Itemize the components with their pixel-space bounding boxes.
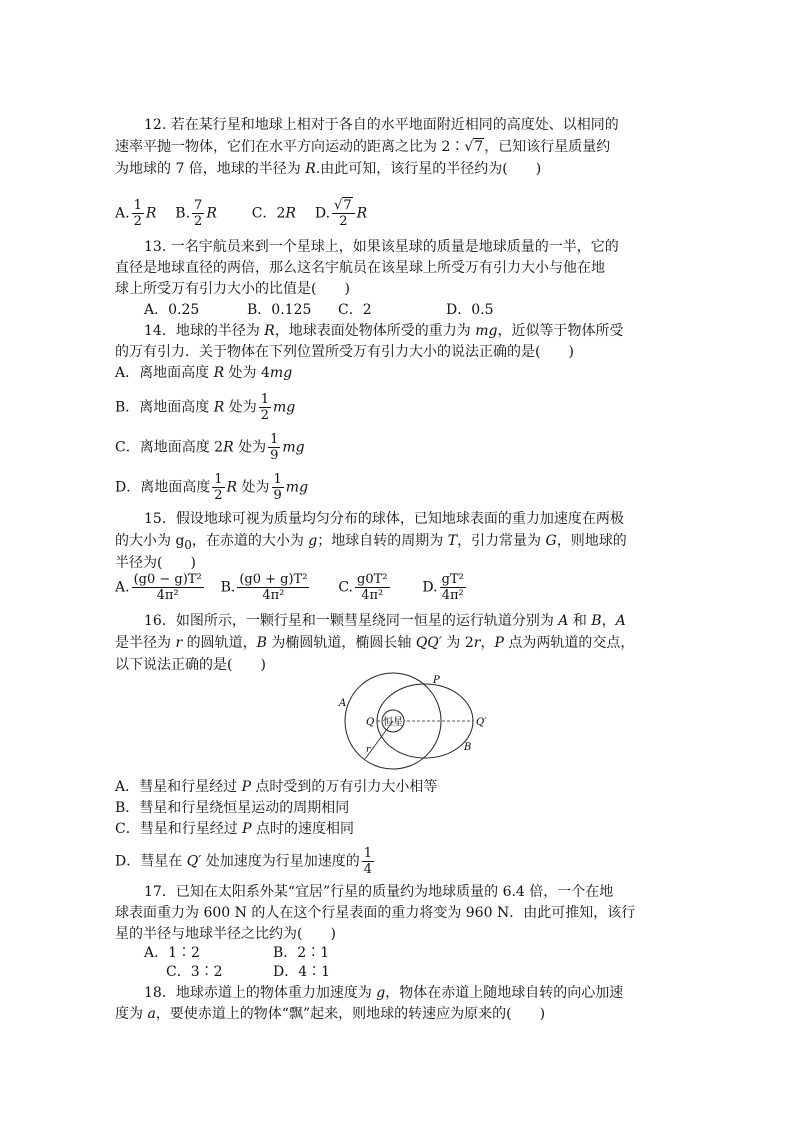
q12-line2: 速率平抛一物体，它们在水平方向运动的距离之比为 2∶√7，已知该行星质量约: [115, 139, 611, 155]
q16-line2: 是半径为 r 的圆轨道，B 为椭圆轨道，椭圆长轴 QQ′ 为 2r，P 点为两轨道的交点，: [115, 635, 635, 651]
q13-option-c: C．2: [338, 302, 372, 318]
q15-line2: 的大小为 $g_0$，在赤道的大小为 g；地球自转的周期为 T，引力常量为 G，则地球的: [115, 533, 627, 552]
q13-line1: 13. 一名宇航员来到一个星球上，如果该星球的质量是地球质量的一半，它的: [144, 239, 619, 255]
q15-line3: 半径为( ): [115, 555, 196, 571]
q13-option-d: D．0.5: [446, 302, 494, 318]
q15-line1: 15．假设地球可视为质量均匀分布的球体，已知地球表面的重力加速度在两极: [144, 511, 624, 527]
q17-option-a: A．1∶2: [144, 945, 200, 961]
q18-line2: 度为 a，要使赤道上的物体“飘”起来，则地球的转速应为原来的( ): [115, 1006, 546, 1022]
q17-line1: 17．已知在太阳系外某“宜居”行星的质量约为地球质量的 6.4 倍，一个在地: [144, 884, 614, 900]
label-a: A: [339, 698, 347, 709]
label-p: P: [433, 675, 440, 686]
q15-options: A. $\frac{\text{(g0 − g)T²}}{\text{4π²}}$ B. $\frac{\text{(g0 + g)T²}}{\text{4π²}}$ C. $\frac{\text{g0T²}}{\text{4π²}}$ D. $\frac{\text{gT²}}{\text{4π²}}$: [115, 572, 464, 603]
q17-line2: 球表面重力为 600 N 的人在这个行星表面的重力将变为 960 N．由此可推知，该行: [115, 905, 636, 921]
q17-option-b: B．2∶1: [273, 945, 330, 961]
q16-line3: 以下说法正确的是( ): [115, 657, 266, 673]
q14-option-c: C．离地面高度 2R 处为 $\frac{1}{9}$ mg: [115, 432, 305, 463]
label-q-prime: Q′: [476, 717, 487, 728]
q14-line1: 14．地球的半径为 R，地球表面处物体所受的重力为 mg，近似等于物体所受: [144, 323, 624, 339]
q14-line2: 的万有引力．关于物体在下列位置所受万有引力大小的说法正确的是( ): [115, 344, 574, 360]
q17-option-c: C．3∶2: [166, 964, 223, 980]
q13-line3: 球上所受万有引力大小的比值是( ): [115, 281, 350, 297]
star-label: 恒星: [383, 717, 403, 728]
q17-option-d: D．4∶1: [273, 964, 331, 980]
q12-line3: 为地球的 7 倍，地球的半径为 R.由此可知，该行星的半径约为( ): [115, 161, 542, 177]
q14-option-d: D．离地面高度 $\frac{1}{2}$ R 处为 $\frac{1}{9}$ mg: [115, 472, 309, 503]
q18-line1: 18．地球赤道上的物体重力加速度为 g，物体在赤道上随地球自转的向心加速: [144, 985, 624, 1001]
orbit-diagram: [330, 668, 500, 772]
q16-option-d: D．彗星在 Q′ 处加速度为行星加速度的 $\frac{1}{4}$: [115, 846, 373, 877]
q12-line1: 12. 若在某行星和地球上相对于各自的水平地面附近相同的高度处、以相同的: [144, 117, 619, 133]
q13-option-a: A．0.25: [144, 302, 200, 318]
q14-option-a: A．离地面高度 R 处为 4mg: [115, 365, 293, 381]
q16-option-b: B．彗星和行星绕恒星运动的周期相同: [115, 800, 350, 816]
q13-line2: 直径是地球直径的两倍，那么这名宇航员在该星球上所受万有引力大小与他在地: [115, 260, 605, 276]
q16-line1: 16．如图所示，一颗行星和一颗彗星绕同一恒星的运行轨道分别为 A 和 B，A: [144, 613, 626, 629]
q12-options: A. $\frac{1}{2}$ R B. $\frac{7}{2}$ R C．2R D. $\frac{√7}{2}$ R: [115, 198, 368, 229]
label-r: r: [366, 745, 371, 755]
q13-option-b: B．0.125: [247, 302, 312, 318]
q14-option-b: B．离地面高度 R 处为 $\frac{1}{2}$ mg: [115, 392, 296, 423]
q17-line3: 星的半径与地球半径之比约为( ): [115, 926, 336, 942]
q16-option-a: A．彗星和行星经过 P 点时受到的万有引力大小相等: [115, 779, 438, 795]
label-b: B: [464, 742, 472, 753]
q16-option-c: C．彗星和行星经过 P 点时的速度相同: [115, 821, 355, 837]
label-q: Q: [366, 717, 375, 728]
